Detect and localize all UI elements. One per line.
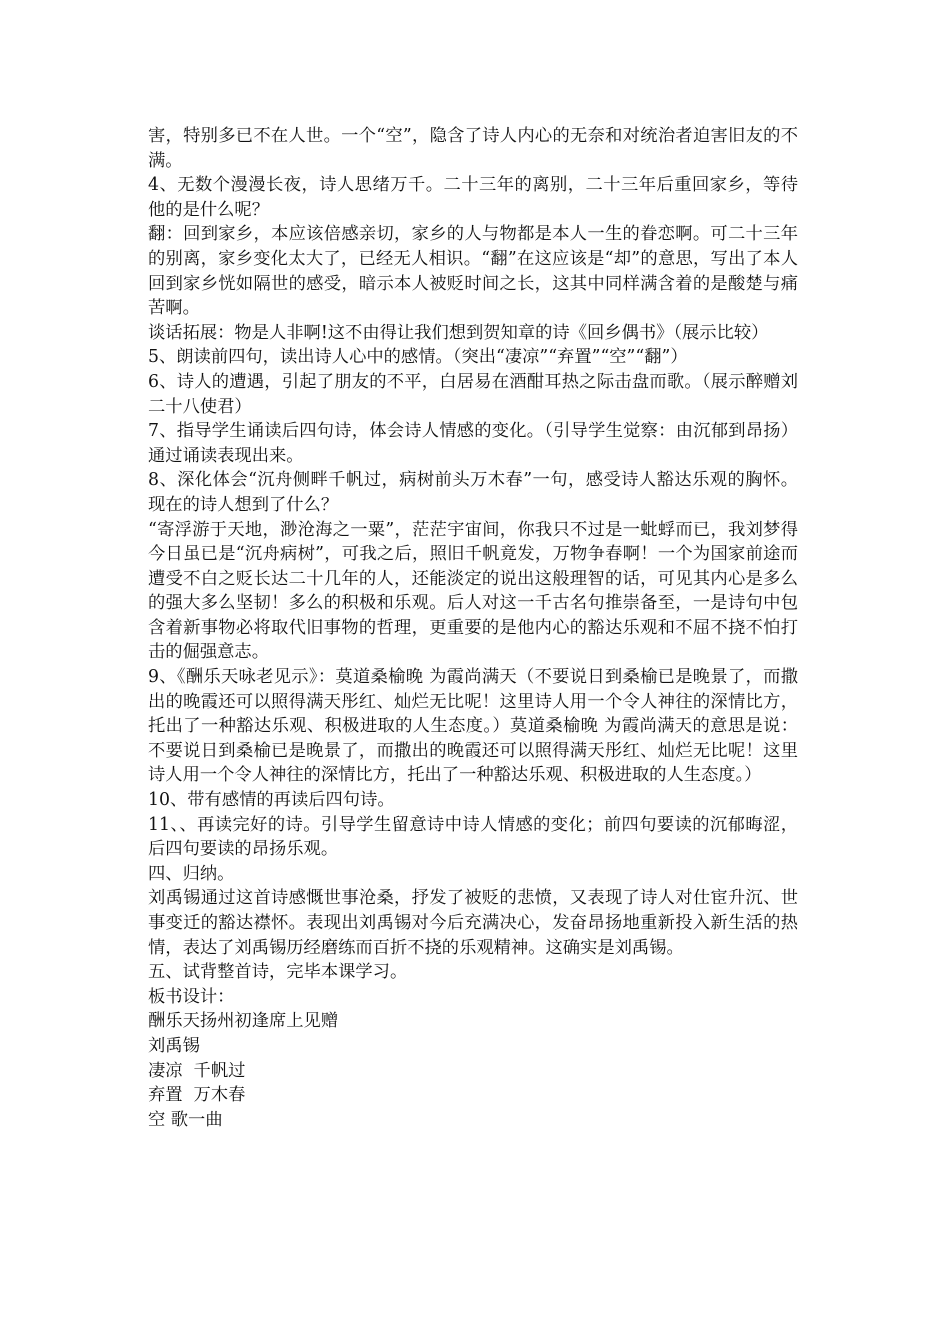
board-line-5: 空 歌一曲 [148, 1109, 223, 1130]
paragraph-7: 7、指导学生诵读后四句诗，体会诗人情感的变化。（引导学生觉察：由沉郁到昂扬）通过诵读表现出来。 [148, 421, 798, 466]
board-design [148, 1009, 798, 1132]
paragraph-8: 8、深化体会“沉舟侧畔千帆过，病树前头万木春”一句，感受诗人豁达乐观的胸怀。现在的诗人想到了什么？ [148, 470, 798, 515]
board-design-heading: 板书设计： [148, 986, 235, 1007]
document-page [148, 124, 798, 1132]
board-line-3: 凄凉 千帆过 [148, 1060, 246, 1081]
section-heading-recite: 五、试背整首诗，完毕本课学习。 [148, 962, 408, 983]
section-heading-summary: 四、归纳。 [148, 863, 235, 884]
board-line-author: 刘禹锡 [148, 1035, 200, 1056]
paragraph-2: 4、无数个漫漫长夜，诗人思绪万千。二十三年的离别，二十三年后重回家乡，等待他的是什么呢？ [148, 175, 798, 220]
paragraph-1: 害，特别多已不在人世。一个“空”，隐含了诗人内心的无奈和对统治者迫害旧友的不满。 [148, 126, 798, 171]
paragraph-12: 11、、再读完好的诗。引导学生留意诗中诗人情感的变化；前四句要读的沉郁晦涩，后四句要读的昂扬乐观。 [148, 814, 798, 860]
paragraph-9: “寄浮游于天地，渺沧海之一粟”，茫茫宇宙间，你我只不过是一蚍蜉而已，我刘梦得今日虽已是“沉舟病树”，可我之后，照旧千帆竟发，万物争春啊！一个为国家前途而遭受不白之贬长达二十几年的人，还能淡定的说出这般理智的话，可见其内心是多么的强大多么坚韧！多么的积极和乐观。后人对这一千古名句推崇备至，一是诗句中包含着新事物必将取代旧事物的哲理，更重要的是他内心的豁达乐观和不屈不挠不怕打击的倔强意志。 [148, 519, 798, 663]
paragraph-11: 10、带有感情的再读后四句诗。 [148, 790, 395, 811]
paragraph-5: 5、朗读前四句，读出诗人心中的感情。（突出“凄凉”“弃置”“空”“翻”） [148, 347, 688, 368]
board-line-4: 弃置 万木春 [148, 1085, 246, 1106]
paragraph-10: 9、《酬乐天咏老见示》：莫道桑榆晚 为霞尚满天（不要说日到桑榆已是晚景了，而撒出的晚霞还可以照得满天彤红、灿烂无比呢！这里诗人用一个令人神往的深情比方，托出了一种豁达乐观、积极进取的人生态度。）莫道桑榆晚 为霞尚满天的意思是说：不要说日到桑榆已是晚景了，而撒出的晚霞还可以照得满天彤红、灿烂无比呢！这里诗人用一个令人神往的深情比方，托出了一种豁达乐观、积极进取的人生态度。） [148, 667, 798, 786]
paragraph-13: 刘禹锡通过这首诗感慨世事沧桑，抒发了被贬的悲愤，又表现了诗人对仕宦升沉、世事变迁的豁达襟怀。表现出刘禹锡对今后充满决心，发奋昂扬地重新投入新生活的热情，表达了刘禹锡历经磨练而百折不挠的乐观精神。这确实是刘禹锡。 [148, 888, 798, 958]
paragraph-3: 翻：回到家乡，本应该倍感亲切，家乡的人与物都是本人一生的眷恋啊。可二十三年的别离，家乡变化太大了，已经无人相识。“翻”在这应该是“却”的意思，写出了本人回到家乡恍如隔世的感受，暗示本人被贬时间之长，这其中同样满含着的是酸楚与痛苦啊。 [148, 224, 798, 319]
board-line-title: 酬乐天扬州初逢席上见赠 [148, 1011, 339, 1032]
paragraph-6: 6、诗人的遭遇，引起了朋友的不平，白居易在酒酣耳热之际击盘而歌。（展示醉赠刘二十八使君） [148, 371, 798, 417]
paragraph-4: 谈话拓展：物是人非啊!这不由得让我们想到贺知章的诗《回乡偶书》（展示比较） [148, 322, 769, 343]
